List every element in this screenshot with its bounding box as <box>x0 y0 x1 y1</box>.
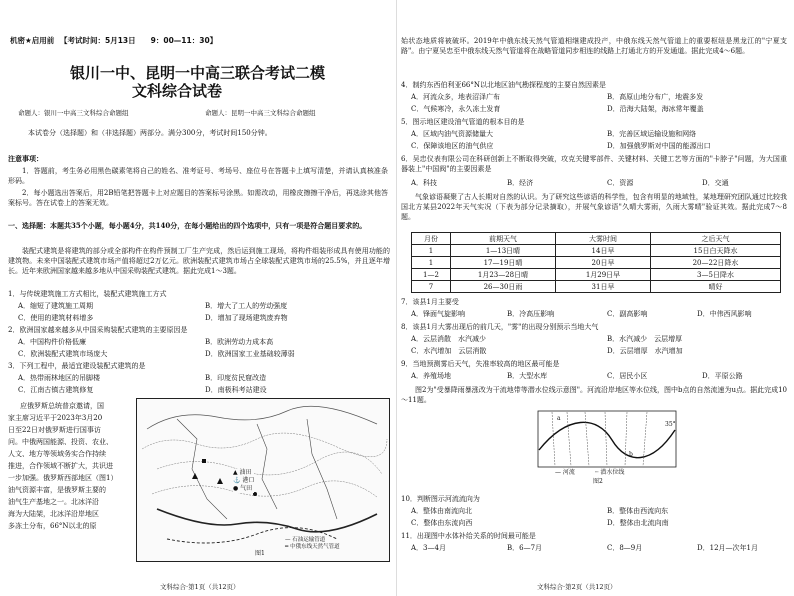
q2-option-b[interactable]: B．欧洲劳动力成本高 <box>205 338 274 346</box>
q6-option-b[interactable]: B．经济 <box>507 179 534 187</box>
q7-option-c[interactable]: C．副高影响 <box>607 310 648 318</box>
fig2-legend <box>555 468 624 478</box>
fig2-legend-river: 河流 <box>562 469 575 476</box>
author-right: 命题人：昆明一中高三文科综合命题组 <box>205 109 316 117</box>
passage-4: 图2为"受暴降雨暴涨改为干流地带等潜水位线示意图"。河流沿岸地区等水位线，图中b点的自然流速为u点。据此完成10～11题。 <box>401 386 787 404</box>
q8-option-a[interactable]: A．云层消散 水汽减少 <box>411 335 487 343</box>
table-cell: 15日白天降水 <box>651 245 781 257</box>
table-header-row <box>412 233 781 245</box>
legend-pipeline-gas: 中俄东线天然气管道 <box>290 544 340 550</box>
q6-option-a[interactable]: A．科技 <box>411 179 438 187</box>
map-legend <box>233 469 254 493</box>
legend-port: 港口 <box>242 477 255 484</box>
q5-option-a[interactable]: A．区域内油气资源储量大 <box>411 130 494 138</box>
fig2-caption: 图2 <box>593 478 603 485</box>
q8-option-b[interactable]: B．水汽减少 云层增厚 <box>607 335 683 343</box>
figure-1-map <box>136 398 390 562</box>
q3-option-c[interactable]: C．江南古镇古建筑修复 <box>18 386 94 394</box>
passage-2-line: 应俄罗斯总统普京邀请，国 <box>20 402 104 410</box>
q5-stem: 5．图示地区建设油气管道的根本目的是 <box>401 118 525 126</box>
oil-field-icon: ▲ <box>233 469 238 476</box>
q6-stem: 6．吴忠仪表有限公司在科研创新上不断取得突破，攻克关键零部件、关键材料、关键工艺等方面的"卡脖子"问题，为大国重器装上"中国阀"的主要因素是 <box>401 155 787 173</box>
q8-option-d[interactable]: D．云层增厚 水汽增加 <box>607 347 683 355</box>
q2-option-d[interactable]: D．欧洲国家工业基础较薄弱 <box>205 350 295 358</box>
table-cell: 1—13日晴 <box>451 245 556 257</box>
table-cell: 1月23—28日晴 <box>451 269 556 281</box>
passage-2-line: 油气资源丰富，是俄罗斯主要的 <box>8 486 106 494</box>
q3-option-b[interactable]: B．印度贫民窟改造 <box>205 374 267 382</box>
passage-2-line: 油气生产基地之一。北冰洋沿 <box>8 498 99 506</box>
passage-2-line: 多冻土分布，66°N以北的原 <box>8 522 97 530</box>
q11-option-b[interactable]: B．6—7月 <box>507 544 543 552</box>
q4-option-b[interactable]: B．高原山地分布广，地震多发 <box>607 93 704 101</box>
legend-gasfield: 气田 <box>240 485 253 492</box>
fig2-degree: 35° <box>665 421 676 428</box>
q8-option-c[interactable]: C．水汽增加 云层消散 <box>411 347 487 355</box>
q2-option-a[interactable]: A．中国构件价格低廉 <box>18 338 87 346</box>
table-row <box>412 257 781 269</box>
table-cell: 3—5日降水 <box>651 269 781 281</box>
table-cell: 1—2 <box>412 269 451 281</box>
passage-2-line: 海为大陆架，北冰洋沿岸地区 <box>8 510 99 518</box>
map-graphic <box>137 399 389 561</box>
q11-stem: 11．出现图中水体补给关系的时间最可能是 <box>401 532 536 540</box>
q3-option-d[interactable]: D．南极科考站建设 <box>205 386 267 394</box>
q2-stem: 2．欧洲国家越来越多从中国采购装配式建筑的主要原因是 <box>8 326 188 334</box>
q10-option-d[interactable]: D．整体由北流向南 <box>607 519 669 527</box>
q1-option-b[interactable]: B．增大了工人的劳动强度 <box>205 302 288 310</box>
table-header-cell: 前期天气 <box>451 233 556 245</box>
port-icon: ⚓ <box>233 477 241 484</box>
q1-stem: 1．与传统建筑施工方式相比，装配式建筑施工方式 <box>8 290 167 298</box>
q10-option-b[interactable]: B．整体由西流向东 <box>607 507 669 515</box>
q11-option-a[interactable]: A．3—4月 <box>411 544 446 552</box>
passage-2-continued: 始状态地质将被破坏。2019年中俄东线天然气管道相继建成投产，中俄东线天然气管道上的重要枢纽是黑龙江的"宁夏支路"。由宁夏吴忠至中俄东线天然气管道将在战略管道同步相连的线路上打通北方的开发通道。据此完成4～6题。 <box>401 37 787 55</box>
table-cell: 1月29日早 <box>556 269 651 281</box>
map-legend-lines: — 石油运输管道 ━ 中俄东线天然气管道 <box>285 537 340 550</box>
note-1: 1．答题前，考生务必用黑色碳素笔将自己的姓名、准考证号、考场号、座位号在答题卡上填写清楚，并请认真核准条形码。 <box>8 167 388 185</box>
q10-option-c[interactable]: C．整体由东流向西 <box>411 519 473 527</box>
q4-option-a[interactable]: A．河流众多，地表沼泽广布 <box>411 93 501 101</box>
table-cell: 14日早 <box>556 245 651 257</box>
q10-stem: 10．判断图示河流流向为 <box>401 495 480 503</box>
q1-option-d[interactable]: D．增加了现场建筑废弃物 <box>205 314 288 322</box>
q7-option-d[interactable]: D．中伟西风影响 <box>697 310 752 318</box>
section-heading <box>8 221 390 231</box>
exam-subtitle: 文科综合试卷 <box>132 82 223 100</box>
right-page <box>397 0 794 596</box>
intro-text: 本试卷分（选择题）和（非选择题）两部分。满分300分，考试时间150分钟。 <box>28 129 272 137</box>
note-2: 2．每小题选出答案后，用2B铅笔把答题卡上对应题目的答案标号涂黑。如需改动，用橡皮擦擦干净后，再选涂其他答案标号。答在试卷上的答案无效。 <box>8 189 388 207</box>
q4-option-c[interactable]: C．气候寒冷，永久冻土发育 <box>411 105 501 113</box>
weather-table <box>411 232 781 293</box>
footer-right: 文科综合·第2页（共12页） <box>537 583 617 591</box>
q7-option-b[interactable]: B．冷高压影响 <box>507 310 555 318</box>
table-cell: 晴好 <box>651 281 781 293</box>
passage-2-line: 人文、地方等领域务实合作持续 <box>8 450 106 458</box>
passage-2-line: 一步加强。俄罗斯西部地区（图1） <box>8 474 118 482</box>
exam-title: 银川一中、昆明一中高三联合考试二模 <box>70 64 326 82</box>
q3-option-a[interactable]: A．热带雨林地区的吊脚楼 <box>18 374 101 382</box>
q11-option-d[interactable]: D．12月—次年1月 <box>697 544 758 552</box>
q11-option-c[interactable]: C．8—9月 <box>607 544 643 552</box>
author-left: 命题人：银川一中高三文科综合命题组 <box>18 109 129 117</box>
q9-option-a[interactable]: A．养殖场地 <box>411 372 452 380</box>
gas-field-icon: ● <box>233 485 239 492</box>
passage-2-line: 家主席习近平于2023年3月20 <box>8 414 103 422</box>
table-cell: 1 <box>412 257 451 269</box>
footer-left: 文科综合·第1页（共12页） <box>160 583 240 591</box>
q2-option-c[interactable]: C．欧洲装配式建筑市场庞大 <box>18 350 108 358</box>
table-cell: 31日早 <box>556 281 651 293</box>
q8-stem: 8．该县1月大雾出现后的前几天，"雾"的出现分别预示当地大气 <box>401 323 599 331</box>
water-table-line-icon: ┄ <box>594 469 599 476</box>
fig2-legend-water: 潜水位线 <box>600 469 625 476</box>
q3-stem: 3．下列工程中，最适宜建设装配式建筑的是 <box>8 362 146 370</box>
q5-option-b[interactable]: B．完善区域运输设施和网络 <box>607 130 697 138</box>
section-text: 本题共35个小题，每小题4分，共140分，在每小题给出的四个选项中，只有一项是符合题目要求的。 <box>50 221 367 230</box>
section-label: 一、选择题： <box>8 222 50 230</box>
map-caption: 图1 <box>255 550 265 557</box>
table-cell: 20日早 <box>556 257 651 269</box>
table-cell: 1 <box>412 245 451 257</box>
table-header-cell: 之后天气 <box>651 233 781 245</box>
q7-stem: 7．该县1月主要受 <box>401 298 459 306</box>
passage-3: 气象谚语凝聚了古人长期对自然的认识。为了研究这些谚语的科学性，包含有明显的地域性，某地理研究团队通过比较我国北方某县2022年天气实况（下表为部分记录摘取），并展气象谚语"久晴大雾雨，久雨大雾晴"验证其效。据此完成7～8题。 <box>401 193 787 221</box>
table-cell: 20—22日降水 <box>651 257 781 269</box>
q6-option-c[interactable]: C．资源 <box>607 179 634 187</box>
passage-2-line: 日至22日对俄罗斯进行国事访 <box>8 426 101 434</box>
table-row <box>412 281 781 293</box>
table-cell: 7 <box>412 281 451 293</box>
table-row <box>412 269 781 281</box>
table-row <box>412 245 781 257</box>
q5-option-d[interactable]: D．加强俄罗斯对中国的能源出口 <box>607 142 711 150</box>
q1-option-c[interactable]: C．使用的建筑材料增多 <box>18 314 94 322</box>
q9-option-d[interactable]: D．平原公路 <box>702 372 743 380</box>
q6-option-d[interactable]: D．交通 <box>702 179 729 187</box>
q9-option-c[interactable]: C．居民小区 <box>607 372 648 380</box>
q1-option-a[interactable]: A．缩短了建筑施工周期 <box>18 302 94 310</box>
q9-stem: 9．当地预测雾后天气，失准率较高的地区最可能是 <box>401 360 560 368</box>
q4-option-d[interactable]: D．沿海大陆架，海冰常年覆盖 <box>607 105 704 113</box>
q9-option-b[interactable]: B．大型水库 <box>507 372 548 380</box>
exam-time: 【考试时间：5月13日 9：00—11：30】 <box>60 36 218 45</box>
q10-option-a[interactable]: A．整体由南流向北 <box>411 507 473 515</box>
legend-oilfield: 油田 <box>239 469 252 476</box>
fig2-label-a: a <box>557 415 561 422</box>
figure-2 <box>537 410 677 486</box>
table-header-cell: 月份 <box>412 233 451 245</box>
table-cell: 26—30日雨 <box>451 281 556 293</box>
legend-pipeline-oil: 石油运输管道 <box>292 537 326 543</box>
notes-heading: 注意事项： <box>8 155 43 163</box>
q5-option-c[interactable]: C．保障该地区的油气供应 <box>411 142 494 150</box>
passage-2-line: 问。中俄两国能源、投资、农业、 <box>8 438 113 446</box>
secret-label: 机密★启用前 <box>10 36 55 45</box>
passage-2 <box>8 400 133 532</box>
q4-stem: 4．制约东西伯利亚66°N以北地区油气勘探程度的主要自然因素是 <box>401 81 606 89</box>
table-cell: 17—19日晴 <box>451 257 556 269</box>
passage-1: 装配式建筑是将建筑的部分或全部构件在构件预制工厂生产完成，然后运到施工现场，将构件组装形成具有使用功能的建筑物。未来中国装配式建筑市场产值将超过2万亿元。欧洲装配式建筑市场占全球装配式建筑市场的25.5%，并且逐年增长。近年来欧洲国家越来越多地从中国采购装配式建筑。据此完成1～3题。 <box>8 247 390 275</box>
fig2-label-b: b <box>629 451 633 458</box>
q7-option-a[interactable]: A．锋面气旋影响 <box>411 310 466 318</box>
passage-2-line: 推进，合作领域不断扩大，共识进 <box>8 462 113 470</box>
river-line-icon: — <box>555 469 561 476</box>
table-header-cell: 大雾时间 <box>556 233 651 245</box>
